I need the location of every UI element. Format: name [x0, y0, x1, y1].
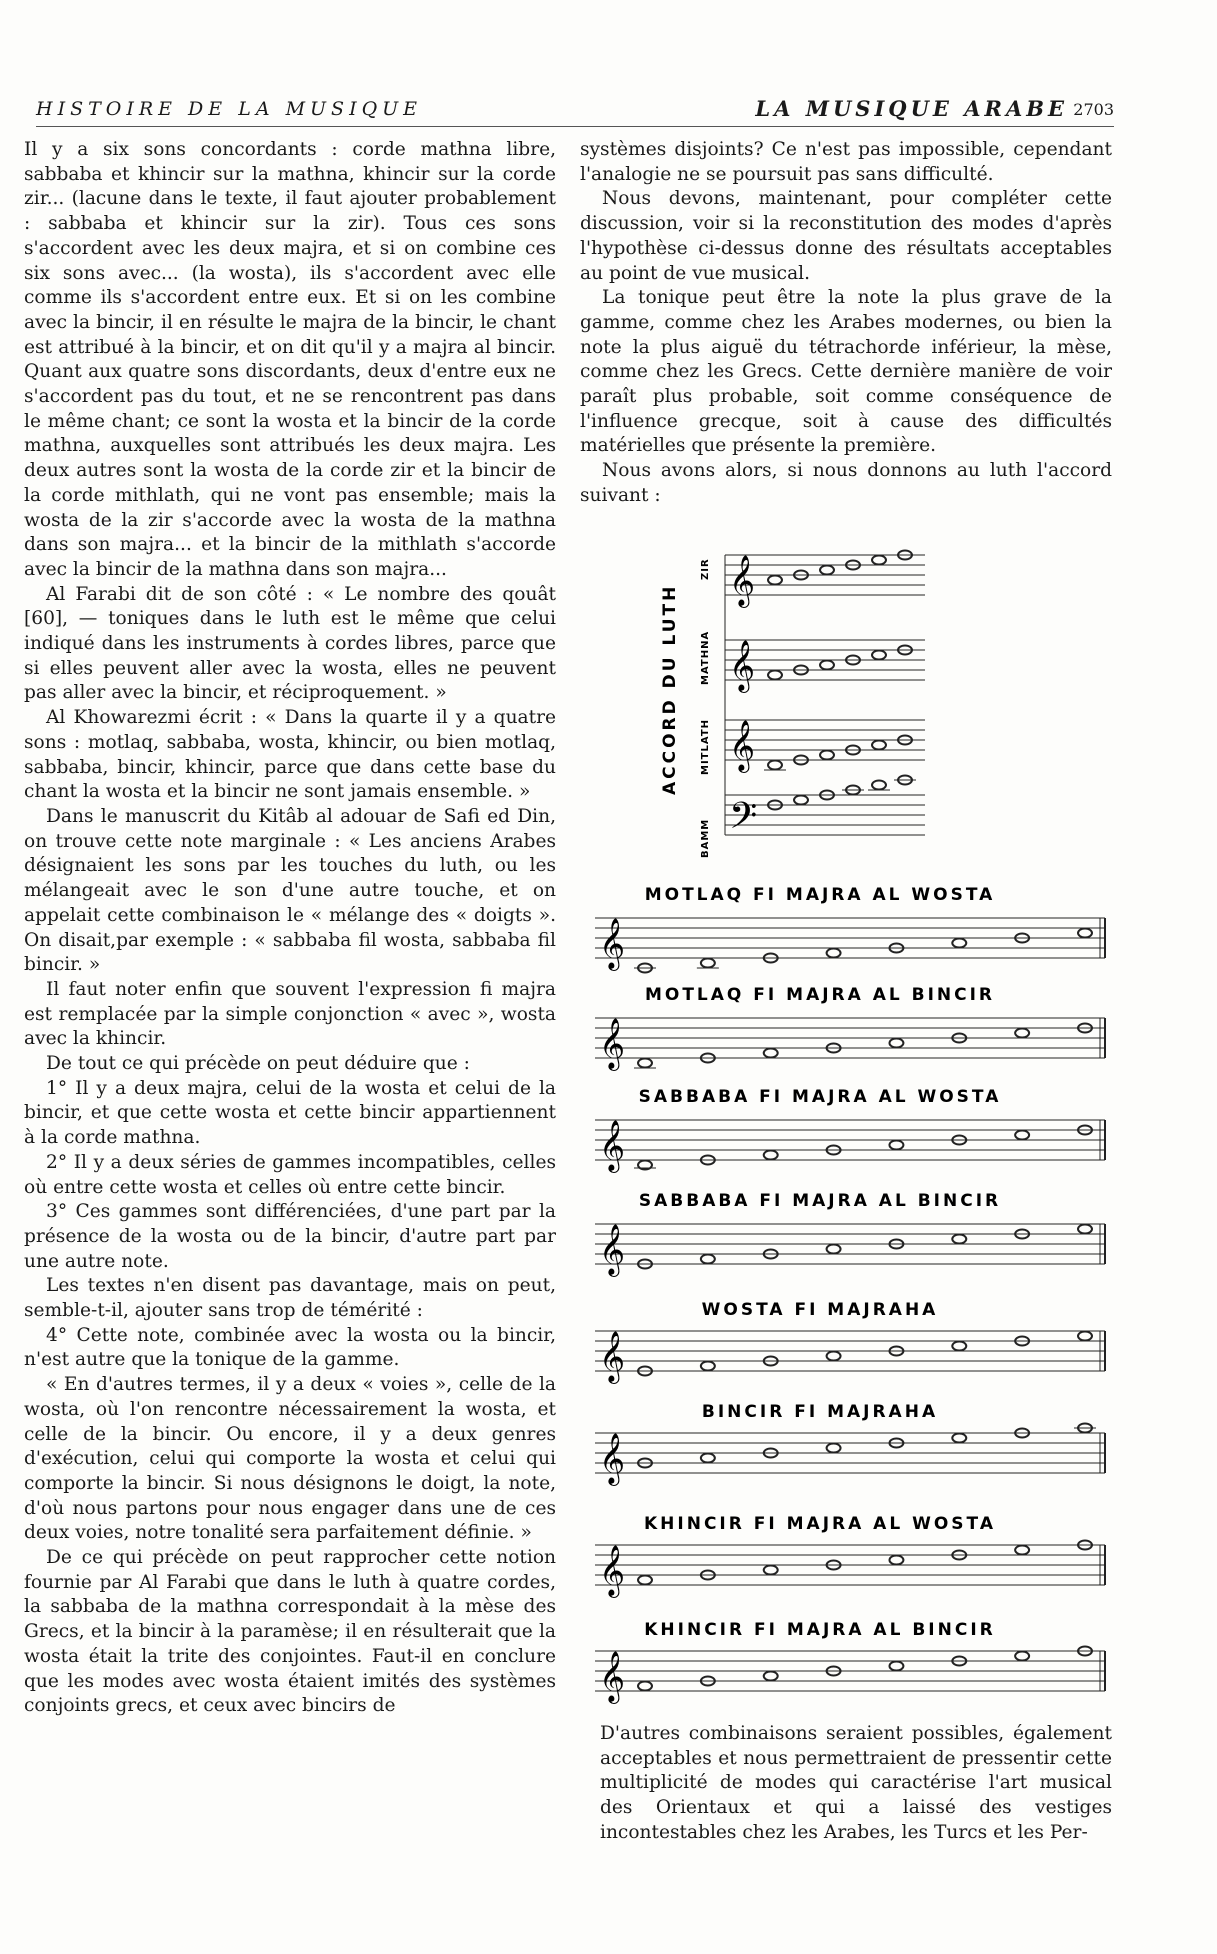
note-head: [764, 1566, 778, 1575]
paragraph: Dans le manuscrit du Kitâb al adouar de Safi ed Din, on trouve cette note marginale : « Les anciens Arabes désignaient les sons par les touches du luth, ou les mélangeait avec le son d'une autre touche, et on appelait cette combinaison le « mélange des « doigts ». On disait,par exemple : « sabbaba fil wosta, sabbaba fil bincir. »: [24, 805, 556, 976]
paragraph: De ce qui précède on peut rapprocher cette notion fournie par Al Farabi que dans le luth à quatre cordes, la sabbaba de la mathna correspondait à la mèse des Grecs, et la bincir à la paramèse; il en résulterait que la wosta était la trite des conjointes. Faut-il en conclure que les modes avec wosta étaient imités des systèmes conjoints grecs, et ceux avec bincirs de: [24, 1547, 556, 1717]
note-head: [768, 671, 782, 680]
treble-clef: 𝄞: [599, 1545, 626, 1596]
note-head: [1015, 1546, 1029, 1555]
string-label-zir: ZIR: [700, 558, 711, 580]
note-head: [952, 1434, 966, 1443]
treble-clef: 𝄞: [729, 640, 756, 691]
note-head: [889, 1662, 903, 1671]
scale-title-6: BINCIR FI MAJRAHA: [701, 1402, 939, 1422]
paragraph: « En d'autres termes, il y a deux « voies », celle de la wosta, où l'on rencontre nécessairement la wosta, et celle de la bincir. Ou encore, il y a deux genres d'exécution, celui qui comporte la wosta et celui qui comporte la bincir. Si nous désignons le doigt, la note, d'où nous partons pour nous engager dans une de ces deux voies, notre tonalité sera parfaitement définie. »: [24, 1374, 556, 1544]
paragraph: Il y a six sons concordants : corde mathna libre, sabbaba et khincir sur la mathna, khincir sur la corde zir... (lacune dans le texte, il faut ajouter probablement : sabbaba et khincir sur la zir). Tous ces sons s'accordent avec les deux majra, et si on combine ces six sons avec... (la wosta), ils s'accordent avec elle comme ils s'accordent entre eux. Et si on les combine avec la bincir, il en résulte le majra de la bincir, le chant est attribué à la bincir, et on dit qu'il y a majra al bincir. Quant aux quatre sons discordants, deux d'entre eux ne s'accordent pas du tout, et ne se rencontrent pas dans le même chant; ce sont la wosta et la bincir de la corde mathna, auxquelles sont attribués les deux majra. Les deux autres sont la wosta de la corde zir et la bincir de la corde mithlath, qui ne vont pas ensemble; mais la wosta de la zir s'accorde avec la wosta de la mathna dans son majra... et la bincir de la mithlath s'accorde avec la bincir de la mathna dans son majra...: [24, 139, 556, 580]
treble-clef: 𝄞: [729, 555, 756, 606]
treble-clef: 𝄞: [599, 1651, 626, 1702]
note-head: [827, 949, 841, 958]
paragraph: 4° Cette note, combinée avec la wosta ou la bincir, n'est autre que la tonique de la gamme.: [24, 1324, 556, 1371]
note-head: [889, 1556, 903, 1565]
running-title-left: HISTOIRE DE LA MUSIQUE: [36, 98, 423, 120]
paragraph: 3° Ces gammes sont différenciées, d'une part par la présence de la wosta ou de la bincir, d'autre part par une autre note.: [24, 1201, 556, 1272]
note-head: [827, 1352, 841, 1361]
note-head: [1015, 1652, 1029, 1661]
paragraph: De tout ce qui précède on peut déduire que :: [46, 1053, 470, 1075]
paragraph: Nous avons alors, si nous donnons au luth l'accord suivant :: [580, 460, 1112, 506]
note-head: [701, 1362, 715, 1371]
note-head: [952, 939, 966, 948]
note-head: [638, 1576, 652, 1585]
running-title-right: LA MUSIQUE ARABE: [755, 96, 1068, 121]
tuning-staves: [725, 551, 925, 847]
scale-title-1: MOTLAQ FI MAJRA AL WOSTA: [644, 885, 996, 905]
treble-clef: 𝄞: [599, 1018, 626, 1069]
paragraph: 2° Il y a deux séries de gammes incompatibles, celles où entre cette wosta et celles où entre cette bincir.: [24, 1151, 556, 1198]
scales-figure: [580, 878, 1112, 1708]
note-head: [1078, 1225, 1092, 1234]
note-head: [820, 661, 834, 670]
note-head: [701, 1255, 715, 1264]
accord-title: ACCORD DU LUTH: [660, 583, 680, 795]
note-head: [872, 741, 886, 750]
paragraph: Nous devons, maintenant, pour compléter cette discussion, voir si la reconstitution des modes d'après l'hypothèse ci-dessus donne des résultats acceptables au point de vue musical.: [580, 188, 1112, 284]
note-head: [638, 1059, 652, 1068]
note-head: [1015, 1131, 1029, 1140]
treble-clef: 𝄞: [599, 1120, 626, 1171]
paragraph: 1° Il y a deux majra, celui de la wosta et celui de la bincir, et que cette wosta et cette bincir appartiennent à la corde mathna.: [24, 1077, 556, 1149]
treble-clef: 𝄞: [599, 1224, 626, 1275]
note-head: [872, 781, 886, 790]
note-head: [794, 796, 808, 805]
note-head: [701, 1454, 715, 1463]
note-head: [889, 1039, 903, 1048]
note-head: [1078, 1332, 1092, 1341]
note-head: [1015, 1029, 1029, 1038]
note-head: [768, 576, 782, 585]
paragraph: Les textes n'en disent pas davantage, mais on peut, semble-t-il, ajouter sans trop de témérité :: [24, 1275, 556, 1322]
page-header: [36, 96, 1114, 127]
scale-title-8: KHINCIR FI MAJRA AL BINCIR: [644, 1620, 996, 1640]
scale-title-5: WOSTA FI MAJRAHA: [701, 1300, 939, 1320]
treble-clef: 𝄞: [599, 1331, 626, 1382]
scale-title-3: SABBABA FI MAJRA AL WOSTA: [638, 1087, 1002, 1107]
note-head: [701, 959, 715, 968]
note-head: [952, 1342, 966, 1351]
closing-paragraph: [600, 1722, 1112, 1846]
paragraph: systèmes disjoints? Ce n'est pas impossible, cependant l'analogie ne se poursuit pas sans difficulté.: [580, 139, 1112, 185]
treble-clef: 𝄞: [599, 1433, 626, 1484]
paragraph: Il faut noter enfin que souvent l'expression fi majra est remplacée par la simple conjonction « avec », wosta avec la khincir.: [24, 978, 556, 1050]
paragraph: Al Farabi dit de son côté : « Le nombre des qouât [60], — toniques dans le luth est le même que celui indiqué dans les instruments à cordes libres, parce que si elles peuvent aller avec la wosta, elles ne peuvent pas aller avec la bincir, et réciproquement. »: [24, 583, 556, 704]
page-number: 2703: [1073, 100, 1114, 119]
note-head: [638, 1682, 652, 1691]
treble-clef: 𝄞: [599, 918, 626, 969]
note-head: [768, 761, 782, 770]
paragraph: La tonique peut être la note la plus grave de la gamme, comme chez les Arabes modernes, ou bien la note la plus aiguë du tétrachorde inférieur, la mèse, comme chez les Grecs. Cette dernière manière de voir paraît plus probable, soit comme conséquence de l'influence grecque, soit à cause des difficultés matérielles que présente la première.: [580, 287, 1112, 457]
bass-clef: 𝄢: [729, 795, 758, 846]
note-head: [827, 1245, 841, 1254]
note-head: [952, 1235, 966, 1244]
note-head: [820, 751, 834, 760]
string-label-mathna: MATHNA: [700, 630, 711, 685]
note-head: [872, 651, 886, 660]
paragraph: D'autres combinaisons seraient possibles, également acceptables et nous permettraient de pressentir cette multiplicité de modes qui caractérise l'art musical des Orientaux et qui a laissé des vestiges incontestables chez les Arabes, les Turcs et les Per-: [600, 1723, 1112, 1843]
note-head: [827, 1444, 841, 1453]
right-column-text: [580, 138, 1112, 509]
string-label-bamm: BAMM: [700, 818, 711, 858]
string-label-mitlath: MITLATH: [700, 718, 711, 775]
note-head: [764, 1672, 778, 1681]
note-head: [889, 1141, 903, 1150]
paragraph: Al Khowarezmi écrit : « Dans la quarte il y a quatre sons : motlaq, sabbaba, wosta, khincir, ou bien motlaq, sabbaba, bincir, khincir, parce que dans cette base du chant la wosta et la bincir ne sont jamais ensemble. »: [24, 707, 556, 803]
note-head: [1078, 929, 1092, 938]
note-head: [872, 556, 886, 565]
note-head: [820, 566, 834, 575]
scale-title-4: SABBABA FI MAJRA AL BINCIR: [638, 1191, 1002, 1211]
note-head: [764, 1151, 778, 1160]
scale-title-7: KHINCIR FI MAJRA AL WOSTA: [644, 1514, 996, 1534]
treble-clef: 𝄞: [729, 720, 756, 771]
note-head: [764, 1049, 778, 1058]
lute-tuning-figure: [580, 520, 1112, 865]
scale-title-2: MOTLAQ FI MAJRA AL BINCIR: [644, 985, 996, 1005]
left-column: [24, 138, 556, 1850]
